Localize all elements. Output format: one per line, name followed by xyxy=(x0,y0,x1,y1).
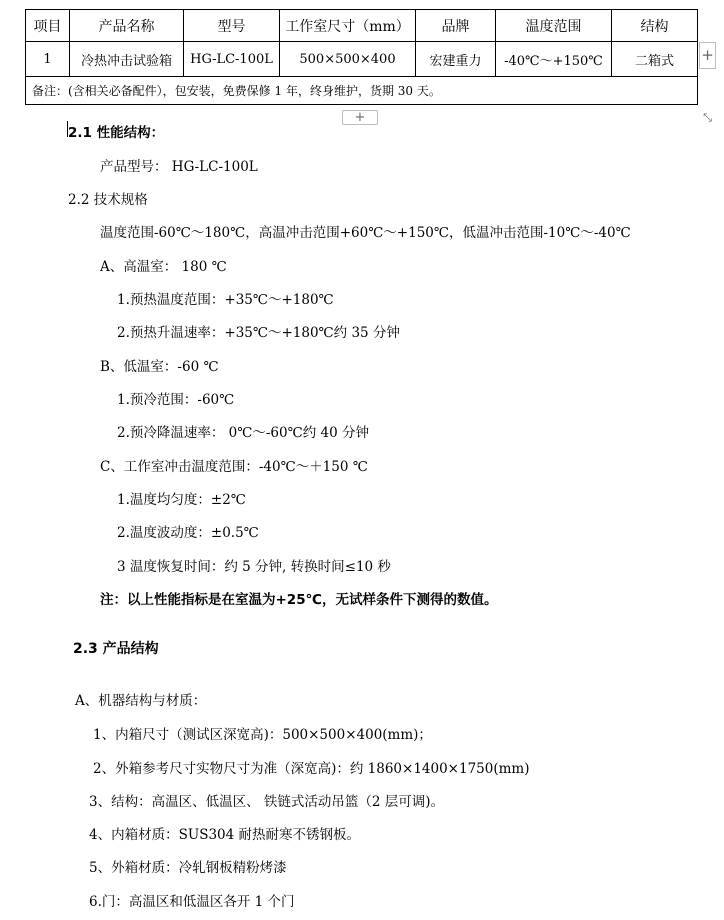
table-header-row xyxy=(26,10,698,42)
cell-note[interactable]: 备注：(含相关必备配件），包安装，免费保修 1 年，终身维护，货期 30 天。 xyxy=(26,77,698,105)
table-row xyxy=(26,42,698,77)
low-temp-chamber-title: B、低温室：-60 ℃ xyxy=(100,359,219,375)
cell-model[interactable]: HG-LC-100L xyxy=(184,42,280,77)
section-heading-2-1: 2.1 性能结构： xyxy=(68,125,165,141)
table-note-row xyxy=(26,77,698,105)
cell-brand[interactable]: 宏建重力 xyxy=(416,42,496,77)
high-temp-item-2: 2.预热升温速率：+35℃～+180℃约 35 分钟 xyxy=(117,325,400,341)
structure-item-2: 2、外箱参考尺寸实物尺寸为准（深宽高)：约 1860×1400×1750(mm) xyxy=(93,761,530,777)
structure-material-title: A、机器结构与材质： xyxy=(75,693,207,709)
spec-table xyxy=(25,9,698,105)
header-cell-model[interactable]: 型号 xyxy=(184,10,280,42)
header-cell-temp-range[interactable]: 温度范围 xyxy=(496,10,612,42)
low-temp-item-1: 1.预冷范围：-60℃ xyxy=(117,392,235,408)
cell-structure[interactable]: 二箱式 xyxy=(612,42,698,77)
header-cell-structure[interactable]: 结构 xyxy=(612,10,698,42)
high-temp-chamber-title: A、高温室： 180 ℃ xyxy=(100,259,227,275)
structure-item-5: 5、外箱材质：冷轧钢板精粉烤漆 xyxy=(89,860,287,876)
shock-item-2: 2.温度波动度：±0.5℃ xyxy=(117,525,259,541)
high-temp-item-1: 1.预热温度范围：+35℃～+180℃ xyxy=(117,292,334,308)
section-heading-2-2: 2.2 技术规格 xyxy=(68,192,148,208)
shock-item-1: 1.温度均匀度：±2℃ xyxy=(117,492,246,508)
temp-range-line: 温度范围-60℃～180℃，高温冲击范围+60℃～+150℃，低温冲击范围-10℃～-40℃ xyxy=(100,225,631,241)
structure-item-3: 3、结构：高温区、低温区、 铁链式活动吊篮（2 层可调)。 xyxy=(89,794,445,810)
shock-item-3: 3 温度恢复时间：约 5 分钟, 转换时间≤10 秒 xyxy=(117,559,391,575)
shock-range-title: C、工作室冲击温度范围：-40℃～＋150 ℃ xyxy=(100,459,368,475)
header-cell-brand[interactable]: 品牌 xyxy=(416,10,496,42)
table-resize-handle[interactable]: ⤡ xyxy=(699,110,716,127)
add-row-button[interactable]: + xyxy=(342,110,378,125)
product-model-line: 产品型号： HG-LC-100L xyxy=(100,159,258,175)
cell-item[interactable]: 1 xyxy=(26,42,70,77)
section-heading-2-3: 2.3 产品结构 xyxy=(73,641,159,657)
add-column-button[interactable]: + xyxy=(699,42,716,69)
cell-temp-range[interactable]: -40℃～+150℃ xyxy=(496,42,612,77)
header-cell-item[interactable]: 项目 xyxy=(26,10,70,42)
header-cell-product-name[interactable]: 产品名称 xyxy=(70,10,184,42)
structure-item-6: 6.门：高温区和低温区各开 1 个门 xyxy=(89,894,295,910)
structure-item-1: 1、内箱尺寸（测试区深宽高)：500×500×400(mm)； xyxy=(93,727,432,743)
structure-item-4: 4、内箱材质：SUS304 耐热耐寒不锈钢板。 xyxy=(89,827,361,843)
performance-note: 注：以上性能指标是在室温为+25℃，无试样条件下测得的数值。 xyxy=(100,592,498,608)
cell-product-name[interactable]: 冷热冲击试验箱 xyxy=(70,42,184,77)
low-temp-item-2: 2.预冷降温速率： 0℃～-60℃约 40 分钟 xyxy=(117,425,369,441)
header-cell-chamber-size[interactable]: 工作室尺寸（mm） xyxy=(280,10,416,42)
cell-chamber-size[interactable]: 500×500×400 xyxy=(280,42,416,77)
